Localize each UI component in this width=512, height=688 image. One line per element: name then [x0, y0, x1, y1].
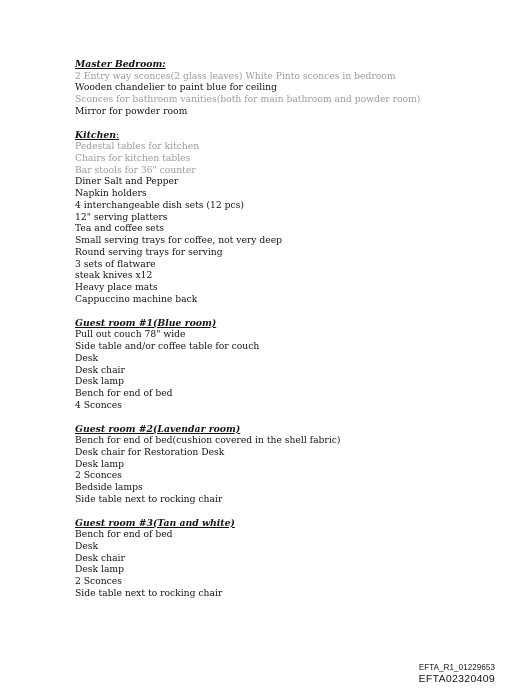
list-item: Napkin holders: [75, 188, 147, 200]
list-item: Side table next to rocking chair: [75, 493, 223, 505]
list-item: 2 Sconces: [75, 470, 122, 482]
list-item: 4 Sconces: [75, 399, 122, 411]
list-item: Desk chair for Restoration Desk: [75, 446, 225, 458]
list-item: Round serving trays for serving: [75, 246, 223, 258]
list-item: Bar stools for 36" counter: [75, 164, 196, 176]
item-list: [75, 141, 495, 306]
list-item: Sconces for bathroom vanities(both for main bathroom and powder room): [75, 94, 421, 106]
section-heading: [75, 518, 495, 530]
room-section: [75, 130, 495, 306]
list-item: Bench for end of bed(cushion covered in the shell fabric): [75, 435, 341, 447]
section-heading-suffix: :: [116, 129, 120, 141]
room-section: [75, 59, 495, 118]
list-item: 2 Sconces: [75, 576, 122, 588]
item-list: [75, 435, 495, 506]
list-item: Desk lamp: [75, 564, 125, 576]
room-section: [75, 318, 495, 412]
section-heading-text: Master Bedroom:: [75, 59, 166, 70]
list-item: Side table and/or coffee table for couch: [75, 341, 260, 353]
list-item: 12" serving platters: [75, 211, 168, 223]
section-heading-text: Guest room #3(Tan and white): [75, 517, 235, 529]
list-item: Diner Salt and Pepper: [75, 176, 179, 188]
section-heading: [75, 424, 495, 436]
room-section: [75, 518, 495, 600]
list-item: Desk lamp: [75, 458, 125, 470]
document-footer: [419, 663, 495, 685]
document-body: [75, 59, 495, 612]
list-item: Desk: [75, 352, 99, 364]
list-item: Cappuccino machine back: [75, 293, 198, 305]
room-section: [75, 424, 495, 506]
list-item: Side table next to rocking chair: [75, 587, 223, 599]
list-item: Small serving trays for coffee, not very deep: [75, 235, 283, 247]
list-item: Pedestal tables for kitchen: [75, 141, 200, 153]
section-heading: [75, 318, 495, 330]
section-heading-text: Guest room #1(Blue room): [75, 317, 217, 329]
bates-number-small: EFTA_R1_01229653: [418, 663, 495, 672]
section-heading-text: Guest room #2(Lavendar room): [75, 423, 241, 435]
list-item: Mirror for powder room: [75, 105, 188, 117]
list-item: Desk chair: [75, 552, 125, 564]
section-heading: [75, 59, 495, 71]
list-item: Chairs for kitchen tables: [75, 152, 191, 164]
list-item: Tea and coffee sets: [75, 223, 165, 235]
list-item: Desk lamp: [75, 376, 125, 388]
list-item: Heavy place mats: [75, 282, 158, 294]
section-heading: [75, 130, 495, 142]
item-list: [75, 71, 495, 118]
list-item: Bench for end of bed: [75, 388, 173, 400]
list-item: 2 Entry way sconces(2 glass leaves) White Pinto sconces in bedroom: [75, 70, 396, 82]
bates-number-large: EFTA02320409: [418, 673, 495, 685]
list-item: steak knives x12: [75, 270, 153, 282]
list-item: Desk chair: [75, 364, 125, 376]
list-item: Pull out couch 78" wide: [75, 329, 186, 341]
item-list: [75, 329, 495, 411]
list-item: Bench for end of bed: [75, 529, 173, 541]
list-item: Bedside lamps: [75, 482, 143, 494]
list-item: Desk: [75, 540, 99, 552]
list-item: 4 interchangeable dish sets (12 pcs): [75, 199, 244, 211]
list-item: Wooden chandelier to paint blue for ceiling: [75, 82, 277, 94]
section-heading-text: Kitchen: [75, 129, 117, 141]
list-item: 3 sets of flatware: [75, 258, 156, 270]
item-list: [75, 529, 495, 600]
